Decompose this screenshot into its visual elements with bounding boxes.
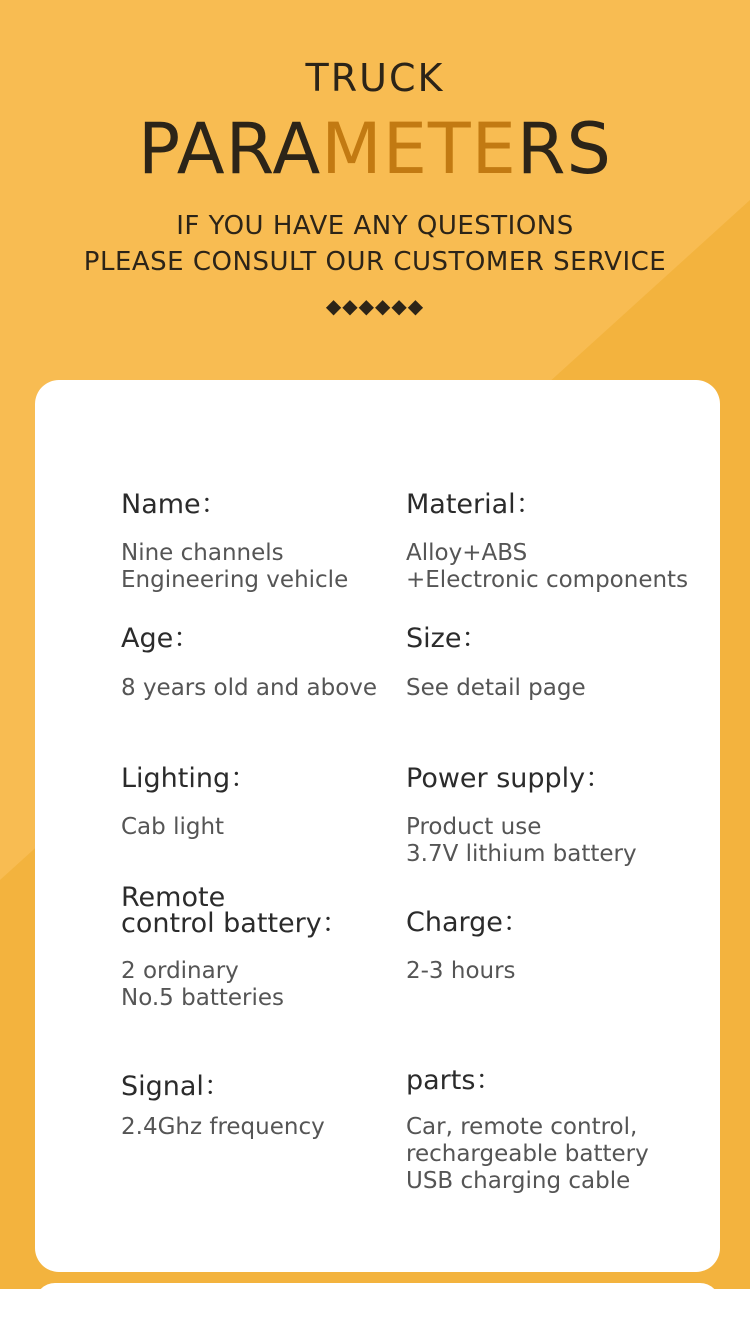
spec-value-line: See detail page [406,675,586,701]
spec-value-line: Engineering vehicle [121,567,349,593]
spec-value-line: 3.7V lithium battery [406,841,637,867]
spec-value-remote-battery [121,958,284,1012]
title-part-highlight: METE [321,108,517,190]
header-subtitle: TRUCK [305,56,445,100]
parameters-card [35,380,720,1272]
spec-label-lighting: Lighting： [121,763,258,794]
spec-value-line: 2 ordinary [121,958,239,984]
spec-value-power-supply [406,814,637,868]
spec-value-line: Car, remote control, [406,1114,638,1140]
spec-value-signal [121,1114,325,1141]
page-title [0,108,750,190]
notice-line-1: IF YOU HAVE ANY QUESTIONS [176,211,574,241]
spec-label-material: Material： [406,489,543,520]
spec-value-line: 2.4Ghz frequency [121,1114,325,1140]
spec-value-name [121,540,348,594]
spec-label-name: Name： [121,489,228,520]
spec-label-charge: Charge： [406,907,530,938]
spec-value-line: Product use [406,814,542,840]
spec-label-parts: parts： [406,1065,503,1096]
spec-value-line: USB charging cable [406,1168,631,1194]
spec-value-line: Cab light [121,814,225,840]
title-part-1: PARA [137,108,322,190]
spec-value-line: 8 years old and above [121,675,378,701]
spec-value-age [121,675,377,702]
spec-value-line: +Electronic components [406,567,689,593]
diamond-divider-icon: ◆◆◆◆◆◆ [325,294,425,318]
spec-value-material [406,540,688,594]
notice-line-2: PLEASE CONSULT OUR CUSTOMER SERVICE [83,247,667,277]
spec-label-line: Remote [121,882,226,913]
spec-value-line: Alloy+ABS [406,540,528,566]
customer-service-notice [0,208,750,280]
spec-value-lighting [121,814,224,841]
header [0,0,750,380]
spec-label-line: control battery： [121,908,349,939]
spec-value-line: Nine channels [121,540,284,566]
spec-value-parts [406,1114,649,1195]
title-part-3: RS [516,108,612,190]
spec-value-line: 2-3 hours [406,958,516,984]
spec-value-line: No.5 batteries [121,985,284,1011]
spec-label-power-supply: Power supply： [406,763,613,794]
spec-value-line: rechargeable battery [406,1141,649,1167]
spec-label-remote-battery [121,882,349,939]
spec-label-age: Age： [121,623,201,654]
spec-label-size: Size： [406,623,489,654]
spec-value-size [406,675,586,702]
spec-value-charge [406,958,516,985]
spec-label-signal: Signal： [121,1071,231,1102]
next-card-edge [35,1283,720,1323]
